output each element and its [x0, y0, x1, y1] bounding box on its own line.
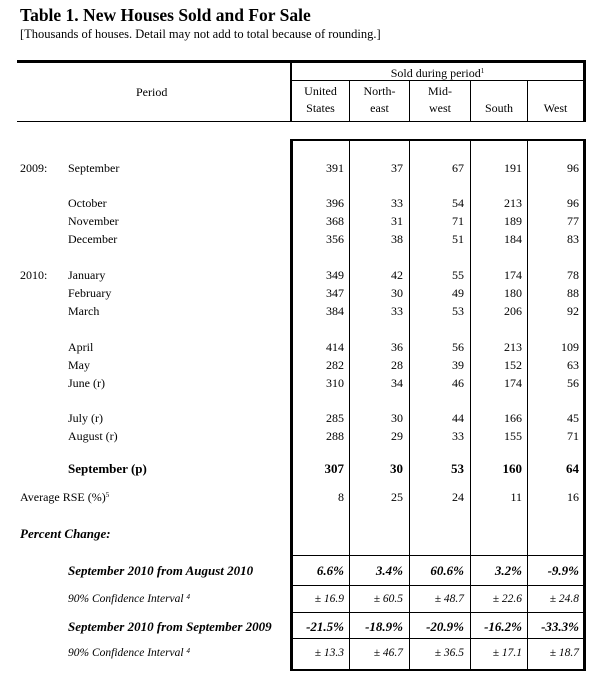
ci-label-text: 90% Confidence Interval — [68, 593, 184, 605]
row-value: 42 — [391, 268, 403, 282]
change-value: -33.3% — [541, 619, 579, 634]
row-period: January — [68, 268, 106, 282]
rse-value: 25 — [391, 490, 403, 504]
group-header-label: Sold during period — [390, 66, 481, 80]
row-year: 2009: — [20, 161, 48, 175]
change-value: 60.6% — [430, 563, 464, 578]
table-title: Table 1. New Houses Sold and For Sale — [20, 5, 311, 25]
change-value: -9.9% — [547, 563, 579, 578]
header-bottom-rule — [17, 121, 586, 122]
change-label: September 2010 from August 2010 — [68, 563, 254, 578]
row-value: 191 — [504, 161, 522, 175]
current-value: 30 — [390, 461, 403, 476]
col-header-united-states — [292, 84, 349, 115]
row-value: 285 — [326, 411, 344, 425]
right-thick-vrule — [583, 60, 586, 122]
col-header-line1: United — [304, 84, 337, 98]
row-value: 33 — [452, 429, 464, 443]
top-thick-rule — [17, 60, 586, 63]
row-value: 189 — [504, 214, 522, 228]
rule-ci2 — [290, 638, 586, 639]
change-value: 3.4% — [375, 563, 403, 578]
right-thick-vrule-body — [583, 139, 586, 671]
row-value: 77 — [567, 214, 579, 228]
row-value: 67 — [452, 161, 464, 175]
ci-label — [68, 592, 190, 606]
row-period: March — [68, 304, 100, 318]
row-period: May — [68, 358, 90, 372]
group-underline — [290, 80, 586, 81]
ci-value: ± 22.6 — [492, 593, 522, 605]
row-value: 206 — [504, 304, 522, 318]
ci-label-text: 90% Confidence Interval — [68, 647, 184, 659]
row-value: 155 — [504, 429, 522, 443]
row-value: 45 — [567, 411, 579, 425]
col-header-line2: South — [484, 101, 513, 115]
rse-label-text: Average RSE (%) — [20, 490, 106, 504]
row-value: 288 — [326, 429, 344, 443]
col-header-northeast — [350, 84, 409, 115]
row-value: 282 — [326, 358, 344, 372]
col-header-line1 — [528, 84, 583, 98]
row-value: 184 — [504, 232, 522, 246]
table-bottom-rule — [290, 669, 586, 671]
current-value: 160 — [502, 461, 522, 476]
row-period: October — [68, 196, 107, 210]
row-period: June (r) — [68, 376, 105, 390]
row-value: 71 — [452, 214, 464, 228]
current-value: 53 — [451, 461, 464, 476]
row-value: 83 — [567, 232, 579, 246]
row-value: 78 — [567, 268, 579, 282]
rse-value: 16 — [567, 490, 579, 504]
row-value: 33 — [391, 196, 403, 210]
rse-label — [20, 490, 109, 504]
row-value: 174 — [504, 268, 522, 282]
ci-value: ± 17.1 — [492, 647, 522, 659]
row-value: 347 — [326, 286, 344, 300]
row-value: 33 — [391, 304, 403, 318]
ci-label — [68, 646, 190, 660]
row-value: 109 — [561, 340, 579, 354]
row-value: 349 — [326, 268, 344, 282]
col-header-line1: North- — [363, 84, 396, 98]
ci-note: 4 — [186, 593, 190, 601]
row-value: 49 — [452, 286, 464, 300]
row-value: 51 — [452, 232, 464, 246]
row-value: 38 — [391, 232, 403, 246]
row-value: 96 — [567, 161, 579, 175]
row-value: 55 — [452, 268, 464, 282]
change-value: -21.5% — [306, 619, 344, 634]
change-value: 3.2% — [494, 563, 522, 578]
row-value: 396 — [326, 196, 344, 210]
change-value: -18.9% — [365, 619, 403, 634]
current-period: September (p) — [68, 461, 147, 476]
ci-value: ± 46.7 — [373, 647, 403, 659]
row-value: 30 — [391, 411, 403, 425]
row-value: 356 — [326, 232, 344, 246]
row-value: 213 — [504, 340, 522, 354]
rse-value: 8 — [338, 490, 344, 504]
col-header-midwest — [410, 84, 470, 115]
row-value: 54 — [452, 196, 464, 210]
row-value: 34 — [391, 376, 403, 390]
table-subtitle: [Thousands of houses. Detail may not add to total because of rounding.] — [20, 27, 381, 41]
row-period: July (r) — [68, 411, 103, 425]
row-value: 180 — [504, 286, 522, 300]
row-value: 36 — [391, 340, 403, 354]
row-value: 44 — [452, 411, 464, 425]
row-value: 152 — [504, 358, 522, 372]
row-value: 71 — [567, 429, 579, 443]
rse-value: 11 — [510, 490, 522, 504]
row-value: 166 — [504, 411, 522, 425]
row-value: 28 — [391, 358, 403, 372]
row-value: 384 — [326, 304, 344, 318]
row-value: 30 — [391, 286, 403, 300]
ci-note: 4 — [186, 647, 190, 655]
row-period: August (r) — [68, 429, 118, 443]
row-value: 213 — [504, 196, 522, 210]
rule-ci1 — [290, 585, 586, 586]
row-value: 92 — [567, 304, 579, 318]
current-value: 307 — [324, 461, 344, 476]
change-value: -20.9% — [426, 619, 464, 634]
col-header-line2: east — [370, 101, 389, 115]
row-value: 414 — [326, 340, 344, 354]
row-value: 310 — [326, 376, 344, 390]
period-header: Period — [136, 85, 168, 99]
col-header-line1 — [471, 84, 527, 98]
rule-block1 — [290, 555, 586, 556]
change-value: -16.2% — [484, 619, 522, 634]
row-value: 29 — [391, 429, 403, 443]
col-header-line2: West — [543, 101, 568, 115]
row-value: 39 — [452, 358, 464, 372]
row-value: 96 — [567, 196, 579, 210]
row-period: December — [68, 232, 118, 246]
row-value: 53 — [452, 304, 464, 318]
row-value: 46 — [452, 376, 464, 390]
ci-value: ± 13.3 — [314, 647, 344, 659]
ci-value: ± 16.9 — [314, 593, 344, 605]
row-value: 31 — [391, 214, 403, 228]
row-value: 37 — [391, 161, 403, 175]
row-period: February — [68, 286, 112, 300]
row-year: 2010: — [20, 268, 48, 282]
rule-block2 — [290, 612, 586, 613]
current-value: 64 — [566, 461, 579, 476]
ci-value: ± 60.5 — [373, 593, 403, 605]
row-value: 391 — [326, 161, 344, 175]
rse-note: 5 — [105, 491, 110, 499]
percent-change-label: Percent Change: — [20, 526, 111, 541]
subheader-top-rule — [290, 139, 586, 141]
row-value: 56 — [567, 376, 579, 390]
row-period: April — [68, 340, 94, 354]
group-header-note: 1 — [480, 67, 485, 75]
change-label: September 2010 from September 2009 — [68, 619, 272, 634]
row-value: 368 — [326, 214, 344, 228]
row-value: 88 — [567, 286, 579, 300]
col-header-line2: States — [306, 101, 335, 115]
group-header — [292, 66, 583, 80]
row-period: September — [68, 161, 120, 175]
ci-value: ± 36.5 — [434, 647, 464, 659]
row-value: 63 — [567, 358, 579, 372]
rse-value: 24 — [452, 490, 464, 504]
row-period: November — [68, 214, 119, 228]
row-value: 174 — [504, 376, 522, 390]
ci-value: ± 24.8 — [549, 593, 579, 605]
col-header-south — [471, 84, 527, 115]
col-header-line1: Mid- — [428, 84, 452, 98]
col-header-west — [528, 84, 583, 115]
change-value: 6.6% — [316, 563, 344, 578]
col-header-line2: west — [429, 101, 451, 115]
row-value: 56 — [452, 340, 464, 354]
ci-value: ± 48.7 — [434, 593, 464, 605]
ci-value: ± 18.7 — [549, 647, 579, 659]
